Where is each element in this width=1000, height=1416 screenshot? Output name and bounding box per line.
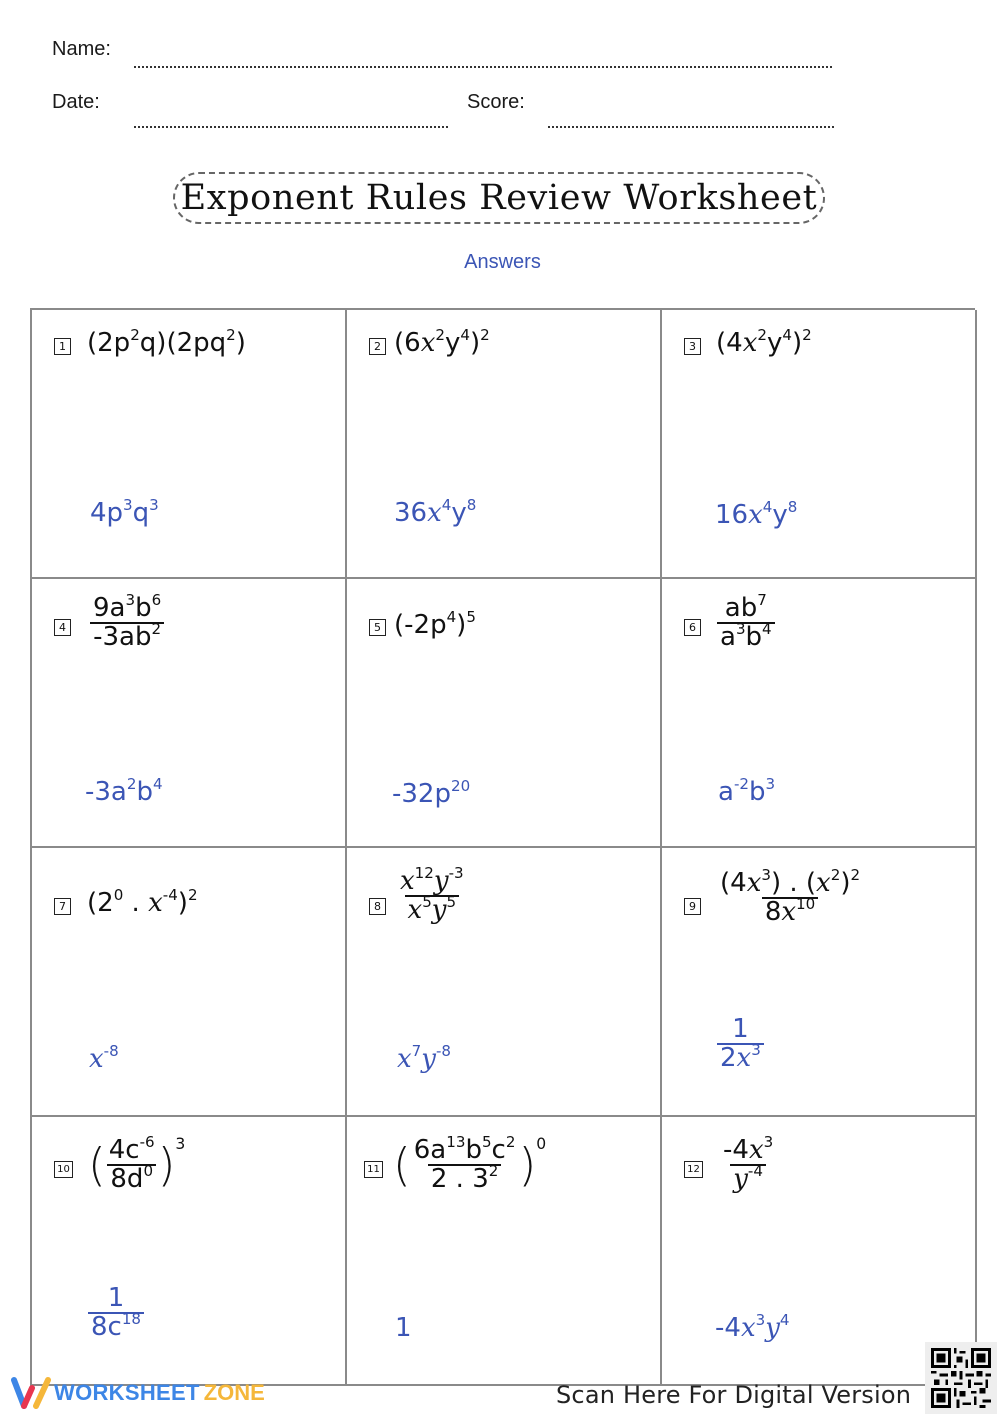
problem-number-8: 8 xyxy=(369,898,386,915)
problem-question-3: $(4x^2y^4)^2$ xyxy=(716,325,812,358)
problem-cell-10 xyxy=(32,1117,347,1386)
problem-question-7: ($2^0$ . $x^{-4})^2$ xyxy=(87,885,198,918)
problem-answer-12: $-4x^3y^4$ xyxy=(715,1310,790,1343)
problem-number-1: 1 xyxy=(54,338,71,355)
problem-cell-11 xyxy=(347,1117,662,1386)
problem-cell-9 xyxy=(662,848,977,1117)
name-field-line[interactable] xyxy=(134,66,832,68)
page-title: Exponent Rules Review Worksheet xyxy=(180,178,818,218)
problem-cell-5 xyxy=(347,579,662,848)
problem-number-7: 7 xyxy=(54,898,71,915)
problem-cell-7 xyxy=(32,848,347,1117)
problem-cell-1 xyxy=(32,310,347,579)
problem-question-2: $(6x^2y^4)^2$ xyxy=(394,325,490,358)
problem-answer-10: $\frac{1}{8c^{18}}$ xyxy=(88,1285,144,1342)
qr-code-icon[interactable] xyxy=(925,1342,997,1414)
date-field-line[interactable] xyxy=(134,126,448,128)
problem-answer-1: $4p^3q^3$ xyxy=(90,495,159,528)
problem-answer-7: $x^{-8}$ xyxy=(89,1041,119,1074)
problem-cell-8 xyxy=(347,848,662,1117)
logo-text-zone: ZONE xyxy=(203,1380,265,1405)
problem-number-9: 9 xyxy=(684,898,701,915)
problem-question-6: $\frac{ab^7}{a^3b^4}$ xyxy=(717,595,775,652)
score-label: Score: xyxy=(467,91,525,113)
title-box xyxy=(173,172,825,224)
date-label: Date: xyxy=(52,91,100,113)
name-label: Name: xyxy=(52,38,111,60)
problem-question-4: $\frac{9a^3b^6}{-3ab^2}$ xyxy=(90,595,164,652)
problem-answer-11: 1 xyxy=(395,1313,412,1343)
problem-question-11: ( $\frac{6a^{13}b^5c^2}{2 . 3^2}$ )$^0$ xyxy=(393,1132,547,1195)
problem-question-10: ( $\frac{4c^{-6}}{8d^0}$ )$^3$ xyxy=(88,1132,186,1195)
answers-subtitle: Answers xyxy=(464,251,541,273)
problem-number-3: 3 xyxy=(684,338,701,355)
problem-question-12: $\frac{-4x^3}{y^{-4}}$ xyxy=(723,1132,774,1195)
problem-question-8: $\frac{x^{12}y^{-3}}{x^5y^5}$ xyxy=(400,863,464,926)
problem-question-9: $\frac{(4x^3) . (x^2)^2}{8x^{10}}$ xyxy=(720,865,861,928)
problem-number-6: 6 xyxy=(684,619,701,636)
logo-mark-icon xyxy=(10,1376,54,1410)
problem-cell-3 xyxy=(662,310,977,579)
problem-question-5: $(-2p^4)^5$ xyxy=(394,607,476,640)
problem-cell-6 xyxy=(662,579,977,848)
scan-instruction: Scan Here For Digital Version xyxy=(556,1381,912,1409)
worksheetzone-logo[interactable] xyxy=(10,1376,265,1410)
problem-answer-9: $\frac{1}{2x^3}$ xyxy=(717,1016,764,1073)
logo-text-worksheet: WORKSHEET xyxy=(54,1380,200,1405)
problem-number-4: 4 xyxy=(54,619,71,636)
problem-answer-6: $a^{-2}b^3$ xyxy=(718,774,776,807)
problem-number-10: 10 xyxy=(54,1161,73,1178)
problem-cell-2 xyxy=(347,310,662,579)
problem-cell-4 xyxy=(32,579,347,848)
problem-number-5: 5 xyxy=(369,619,386,636)
problem-answer-4: $-3a^2b^4$ xyxy=(85,774,163,807)
problem-question-1: $(2p^2q)(2pq^2)$ xyxy=(87,325,246,358)
problem-answer-2: $36x^4y^8$ xyxy=(394,495,477,528)
problem-answer-8: $x^7y^{-8}$ xyxy=(397,1041,452,1074)
problem-number-2: 2 xyxy=(369,338,386,355)
problem-answer-5: $-32p^{20}$ xyxy=(392,776,471,809)
problem-number-12: 12 xyxy=(684,1161,703,1178)
score-field-line[interactable] xyxy=(548,126,834,128)
problem-answer-3: $16x^4y^8$ xyxy=(715,497,798,530)
problem-number-11: 11 xyxy=(364,1161,383,1178)
problem-grid xyxy=(30,308,975,1386)
